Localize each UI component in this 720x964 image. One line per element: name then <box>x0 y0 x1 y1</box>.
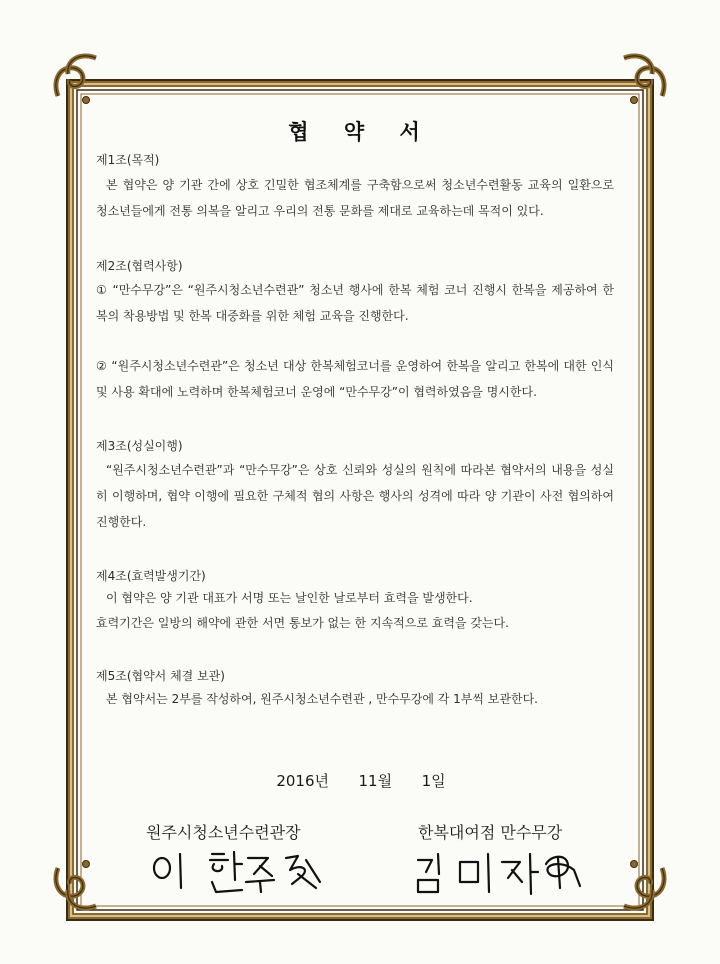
article-1-text: 본 협약은 양 기관 간에 상호 긴밀한 협조체계를 구축함으로써 청소년수련활동 교육의 일환으로 청소년들에게 전통 의복을 알리고 우리의 전통 문화를 제대로 교육하는데 목적이 있다. <box>96 178 614 218</box>
article-4-text-1: 이 협약은 양 기관 대표가 서명 또는 날인한 날로부터 효력을 발생한다. <box>106 591 473 605</box>
article-5-text: 본 협약서는 2부를 작성하여, 원주시청소년수련관 , 만수무강에 각 1부씩 보관한다. <box>106 692 538 706</box>
article-5-heading: 제5조(협약서 체결 보관) <box>96 669 225 683</box>
article-3-text: “원주시청소년수련관”과 “만수무강”은 상호 신뢰와 성실의 원칙에 따라본 협약서의 내용을 성실히 이행하며, 협약 이행에 필요한 구체적 협의 사항은 행사의 성격에 따라 양 기관이 사전 협의하여 진행한다. <box>96 463 614 529</box>
article-1-heading: 제1조(목적) <box>96 153 160 167</box>
article-4-heading: 제4조(효력발생기간) <box>96 569 206 583</box>
article-2-item-2: ② “원주시청소년수련관”은 청소년 대상 한복체험코너를 운영하여 한복을 알리고 한복에 대한 인식 및 사용 확대에 노력하며 한복체험코너 운영에 “만수무강”이 협력하였음을 명시한다. <box>96 359 614 399</box>
article-4-text-2: 효력기간은 일방의 해약에 관한 서면 통보가 없는 한 지속적으로 효력을 갖는다. <box>96 616 509 630</box>
article-3-heading: 제3조(성실이행) <box>96 439 183 453</box>
party-left-name: 원주시청소년수련관장 <box>146 823 301 842</box>
signature-left <box>150 848 330 898</box>
document-title: 협 약 서 <box>288 120 434 144</box>
party-right-name: 한복대여점 만수무강 <box>418 823 563 842</box>
signature-right <box>412 850 592 900</box>
article-2-heading: 제2조(협력사항) <box>96 259 183 273</box>
article-2-item-1: ① “만수무강”은 “원주시청소년수련관” 청소년 행사에 한복 체험 코너 진행시 한복을 제공하여 한복의 착용방법 및 한복 대중화를 위한 체험 교육을 진행한다. <box>96 283 614 323</box>
agreement-date: 2016년 11월 1일 <box>276 772 446 790</box>
